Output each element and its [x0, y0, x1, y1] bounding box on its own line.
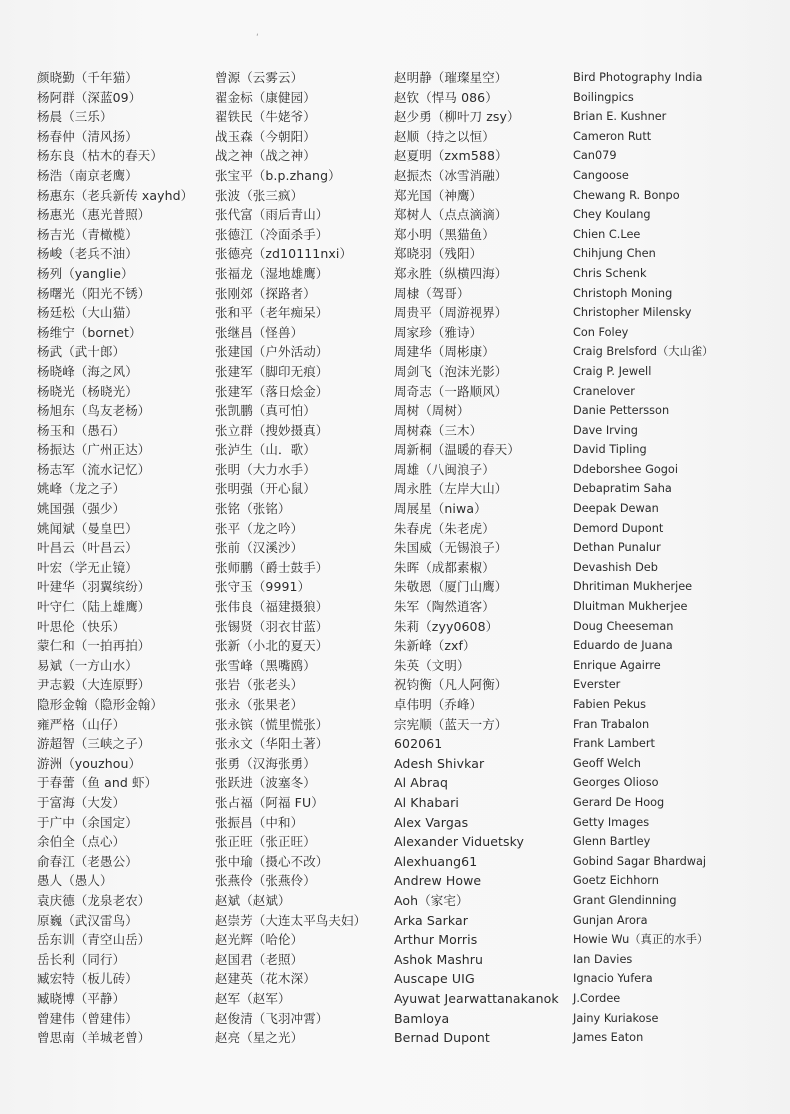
credit-entry: 战玉森（今朝阳）: [215, 128, 316, 144]
credit-entry: 周贵平（周游视界）: [394, 305, 508, 321]
credit-entry: Everster: [573, 678, 621, 692]
credit-entry: 叶守仁（陆上雄鹰）: [37, 599, 151, 615]
credit-entry: 周永胜（左岸大山）: [394, 481, 508, 497]
credit-entry: 朱军（陶然逍客）: [394, 599, 495, 615]
credit-entry: 周树（周树）: [394, 403, 470, 419]
name-column-2: [215, 68, 391, 1048]
credit-entry: 雍严格（山仔）: [37, 716, 126, 732]
name-column-3: [394, 68, 570, 1048]
credit-entry: 张立群（搜妙摄真）: [215, 422, 329, 438]
credit-entry: 朱新峰（zxf）: [394, 638, 476, 654]
credit-entry: Alexander Viduetsky: [394, 834, 525, 850]
credit-entry: 张和平（老年痴呆）: [215, 305, 329, 321]
credit-entry: Frank Lambert: [573, 737, 655, 751]
credit-entry: 赵建英（花木深）: [215, 971, 316, 987]
credit-entry: 张永镔（慌里慌张）: [215, 716, 329, 732]
credit-entry: Ashok Mashru: [394, 951, 483, 967]
credit-entry: 张波（张三疯）: [215, 187, 304, 203]
credit-entry: 赵振杰（冰雪消融）: [394, 167, 508, 183]
credit-entry: 臧宏特（板儿砖）: [37, 971, 138, 987]
credit-entry: Bamloya: [394, 1010, 450, 1026]
credit-entry: 叶宏（学无止镜）: [37, 559, 138, 575]
credit-entry: 赵光辉（哈伦）: [215, 932, 304, 948]
credit-entry: Eduardo de Juana: [573, 639, 673, 653]
credit-entry: 张建军（落日烩金）: [215, 383, 329, 399]
credit-entry: Fabien Pekus: [573, 698, 646, 711]
credit-entry: 张勇（汉海张勇）: [215, 755, 316, 771]
credit-entry: 张正旺（张正旺）: [215, 834, 316, 850]
credit-entry: Chris Schenk: [573, 266, 647, 280]
credit-entry: 杨春仲（清风扬）: [37, 128, 138, 144]
credit-entry: Dluitman Mukherjee: [573, 600, 688, 614]
credit-entry: 赵顺（持之以恒）: [394, 128, 495, 144]
credit-entry: 卓伟明（乔峰）: [394, 697, 483, 712]
credit-entry: 隐形金翰（隐形金翰）: [37, 697, 164, 712]
credit-entry: 张永文（华阳土著）: [215, 736, 329, 752]
credit-entry: 杨维宁（bornet）: [37, 324, 142, 340]
credit-entry: 张明强（开心鼠）: [215, 481, 316, 497]
credit-entry: 张中瑜（摄心不改）: [215, 853, 329, 869]
credit-entry: 周奇志（一路顺风）: [394, 383, 508, 399]
credit-entry: 张刚郊（探路者）: [215, 285, 316, 301]
credit-entry: Arka Sarkar: [394, 912, 468, 928]
credit-entry: Getty Images: [573, 815, 650, 829]
credit-entry: Brian E. Kushner: [573, 110, 667, 124]
credit-entry: 杨曙光（阳光不锈）: [37, 285, 151, 301]
credit-entry: Gerard De Hoog: [573, 795, 665, 809]
credit-entry: Andrew Howe: [394, 873, 482, 889]
credit-entry: 颜晓勤（千年猫）: [37, 70, 138, 85]
credit-entry: 张振昌（中和）: [215, 814, 304, 830]
credit-entry: 曾源（云雾云）: [215, 70, 304, 85]
credit-entry: 张宝平（b.p.zhang）: [215, 167, 341, 183]
credit-entry: 郑小明（黑猫鱼）: [394, 226, 495, 242]
credit-entry: 曾思南（羊城老曾）: [37, 1030, 151, 1046]
credit-entry: Craig P. Jewell: [573, 364, 652, 378]
credit-entry: Christoph Moning: [573, 286, 673, 300]
credit-entry: 周剑飞（泡沫光影）: [394, 363, 508, 379]
credit-entry: Bernad Dupont: [394, 1030, 490, 1046]
credit-entry: Dethan Punalur: [573, 541, 661, 555]
credit-entry: 杨廷松（大山猫）: [37, 305, 138, 321]
credit-entry: 杨惠东（老兵新传 xayhd）: [37, 187, 194, 203]
credit-entry: 郑晓羽（残阳）: [394, 246, 483, 262]
credit-entry: Geoff Welch: [573, 756, 641, 770]
credit-entry: Christopher Milensky: [573, 306, 692, 320]
credit-entry: 周树森（三木）: [394, 422, 483, 438]
credit-entry: Ian Davies: [573, 952, 633, 966]
credit-entry: 袁庆德（龙泉老农）: [37, 892, 151, 908]
credit-entry: Chien C.Lee: [573, 227, 641, 241]
credit-entry: 杨振达（广州正达）: [37, 442, 151, 458]
credit-entry: 杨晓光（杨晓光）: [37, 383, 138, 399]
credit-entry: 张雪峰（黑嘴鸥）: [215, 657, 316, 673]
credit-entry: 赵明静（璀璨星空）: [394, 70, 508, 85]
credit-entry: 张占福（阿福 FU）: [215, 794, 324, 810]
credit-entry: 张代富（雨后青山）: [215, 207, 329, 223]
credit-entry: 杨旭东（鸟友老杨）: [37, 403, 151, 419]
credit-entry: 张德江（冷面杀手）: [215, 226, 329, 242]
credit-entry: 游洲（youzhou）: [37, 755, 142, 771]
credit-entry: 朱春虎（朱老虎）: [394, 520, 495, 536]
credit-entry: Demord Dupont: [573, 521, 664, 535]
credit-entry: 赵国君（老照）: [215, 951, 304, 967]
credit-entry: Adesh Shivkar: [394, 755, 485, 771]
credit-entry: 杨晓峰（海之风）: [37, 363, 138, 379]
credit-entry: 朱敬恩（厦门山鹰）: [394, 579, 508, 595]
credit-entry: 杨列（yanglie）: [37, 265, 134, 281]
credit-entry: 赵军（赵军）: [215, 990, 291, 1006]
credit-entry: Georges Olioso: [573, 776, 659, 790]
credit-entry: 愚人（愚人）: [37, 873, 113, 889]
credit-entry: 朱晖（成都素椒）: [394, 559, 495, 575]
credit-entry: J.Cordee: [573, 991, 621, 1005]
credit-entry: 周棣（驾哥）: [394, 285, 470, 301]
page-mark: ‘: [256, 33, 259, 43]
credit-entry: Craig Brelsford（大山雀）: [573, 345, 714, 359]
credit-entry: 周雄（八闽浪子）: [394, 461, 495, 477]
credit-entry: Enrique Agairre: [573, 658, 661, 672]
credit-entry: Deepak Dewan: [573, 502, 659, 516]
credit-entry: Ignacio Yufera: [573, 972, 653, 986]
credit-entry: 蒙仁和（一拍再拍）: [37, 638, 151, 654]
credit-entry: 602061: [394, 736, 443, 752]
credit-entry: 朱英（文明）: [394, 657, 470, 673]
credit-entry: 于富海（大发）: [37, 794, 126, 810]
name-column-1: [37, 68, 197, 1048]
credit-entry: Howie Wu（真正的水手）: [573, 933, 709, 947]
credit-entry: 赵斌（赵斌）: [215, 892, 291, 908]
credit-entry: 周展星（niwa）: [394, 501, 487, 517]
credit-entry: 杨峻（老兵不油）: [37, 246, 138, 262]
credit-entry: 杨浩（南京老鹰）: [37, 167, 138, 183]
credit-entry: Danie Pettersson: [573, 404, 670, 418]
credit-entry: 张燕伶（张燕伶）: [215, 873, 316, 889]
credit-entry: Aoh（家宅）: [394, 892, 469, 908]
credit-entry: Gobind Sagar Bhardwaj: [573, 854, 707, 868]
credit-entry: 翟铁民（牛姥爷）: [215, 109, 316, 125]
credit-entry: Cangoose: [573, 168, 629, 182]
credit-entry: Arthur Morris: [394, 932, 478, 948]
credit-entry: 赵崇芳（大连太平鸟夫妇）: [215, 912, 367, 928]
credit-entry: Con Foley: [573, 325, 629, 339]
credit-entry: 张师鹏（爵士鼓手）: [215, 559, 329, 575]
credit-entry: 杨志军（流水记忆）: [37, 461, 151, 477]
credit-entry: 俞春江（老愚公）: [37, 853, 138, 869]
credit-entry: Devashish Deb: [573, 560, 658, 574]
credit-entry: 张铭（张铭）: [215, 501, 291, 517]
credit-entry: Cranelover: [573, 384, 635, 398]
credit-entry: Ayuwat Jearwattanakanok: [394, 990, 559, 1006]
credit-entry: Doug Cheeseman: [573, 619, 674, 633]
credit-entry: Glenn Bartley: [573, 835, 651, 849]
credit-entry: 叶昌云（叶昌云）: [37, 540, 138, 556]
credit-entry: 姚闻斌（曼皇巴）: [37, 520, 138, 536]
credit-entry: 翟金标（康健园）: [215, 89, 316, 105]
credit-entry: 赵少勇（柳叶刀 zsy）: [394, 109, 520, 125]
credit-entry: 杨惠光（惠光普照）: [37, 207, 151, 223]
credit-entry: 张永（张果老）: [215, 697, 304, 712]
credit-entry: Ddeborshee Gogoi: [573, 462, 678, 476]
credit-entry: 赵俊清（飞羽冲霄）: [215, 1010, 329, 1026]
credit-entry: 郑光国（神鹰）: [394, 187, 483, 203]
credit-entry: 张福龙（湿地雄鹰）: [215, 265, 329, 281]
credit-entry: David Tipling: [573, 443, 647, 457]
credit-entry: 张建军（脚印无痕）: [215, 363, 329, 379]
credit-entry: 游超智（三峡之子）: [37, 736, 151, 752]
credit-entry: 姚国强（强少）: [37, 501, 126, 517]
credit-entry: Dave Irving: [573, 423, 638, 437]
credit-entry: 张前（汉溪沙）: [215, 540, 304, 556]
credit-entry: Chey Koulang: [573, 208, 651, 222]
credit-entry: Dhritiman Mukherjee: [573, 580, 693, 594]
credit-entry: Can079: [573, 149, 617, 163]
credit-entry: 易斌（一方山水）: [37, 657, 138, 673]
credit-entry: 周建华（周彬康）: [394, 344, 495, 360]
credit-entry: 周新桐（温暖的春天）: [394, 442, 521, 458]
credit-entry: 朱莉（zyy0608）: [394, 618, 499, 634]
credit-entry: 余伯全（点心）: [37, 834, 126, 850]
credit-entry: Auscape UIG: [394, 971, 475, 987]
credit-entry: Al Khabari: [394, 794, 459, 810]
credit-entry: 张新（小北的夏天）: [215, 638, 329, 654]
credit-entry: 张泸生（山．歌）: [215, 442, 316, 458]
credit-entry: Chihjung Chen: [573, 247, 656, 261]
credit-entry: Alex Vargas: [394, 814, 469, 830]
credit-entry: Chewang R. Bonpo: [573, 188, 680, 202]
credit-entry: 原巍（武汉雷鸟）: [37, 912, 138, 928]
credit-entry: 臧晓博（平静）: [37, 990, 126, 1006]
credit-entry: 于广中（余国定）: [37, 814, 138, 830]
credit-entry: 姚峰（龙之子）: [37, 481, 126, 497]
credit-entry: 郑永胜（纵横四海）: [394, 265, 508, 281]
credit-entry: 张继昌（怪兽）: [215, 324, 304, 340]
credit-entry: 张岩（张老头）: [215, 677, 304, 693]
credit-entry: 张守玉（9991）: [215, 579, 311, 595]
credit-entry: Boilingpics: [573, 90, 634, 104]
credit-entry: 叶思伦（快乐）: [37, 618, 126, 634]
credit-entry: Cameron Rutt: [573, 129, 652, 143]
credit-entry: 张建国（户外活动）: [215, 344, 329, 360]
name-column-4: [573, 68, 783, 1048]
credit-entry: 曾建伟（曾建伟）: [37, 1010, 138, 1026]
credit-entry: Debapratim Saha: [573, 482, 672, 496]
credit-entry: Fran Trabalon: [573, 717, 650, 731]
credit-entry: 岳东训（青空山岳）: [37, 932, 151, 948]
credit-entry: 朱国威（无锡浪子）: [394, 540, 508, 556]
credit-entry: 张凯鹏（真可怕）: [215, 403, 316, 419]
credit-entry: Goetz Eichhorn: [573, 874, 659, 888]
credit-entry: 岳长利（同行）: [37, 951, 126, 967]
credit-entry: 赵亮（星之光）: [215, 1030, 304, 1046]
credit-entry: Bird Photography India: [573, 71, 703, 84]
credit-entry: 祝钧衡（凡人阿衡）: [394, 677, 508, 693]
credit-entry: 杨武（武十郎）: [37, 344, 126, 360]
credit-entry: 杨晨（三乐）: [37, 109, 113, 125]
credit-entry: 张伟良（福建摄狼）: [215, 599, 329, 615]
credit-entry: 张跃进（波塞冬）: [215, 775, 316, 791]
credit-entry: Jainy Kuriakose: [573, 1011, 659, 1025]
credit-entry: Al Abraq: [394, 775, 449, 791]
credit-entry: 杨吉光（青橄榄）: [37, 226, 138, 242]
credit-entry: 杨玉和（愚石）: [37, 422, 126, 438]
credit-entry: 叶建华（羽翼缤纷）: [37, 579, 151, 595]
credit-entry: 赵钦（悍马 086）: [394, 89, 498, 105]
credit-entry: 张锡贤（羽衣甘蓝）: [215, 618, 329, 634]
credit-entry: 张平（龙之吟）: [215, 520, 304, 536]
credit-entry: 郑树人（点点滴滴）: [394, 207, 508, 223]
credit-entry: 杨东良（枯木的春天）: [37, 148, 164, 164]
credit-entry: 战之神（战之神）: [215, 148, 316, 164]
credit-entry: 张明（大力水手）: [215, 461, 316, 477]
credit-entry: Grant Glendinning: [573, 893, 677, 907]
credit-entry: Gunjan Arora: [573, 913, 648, 927]
credit-entry: 张德亮（zd10111nxi）: [215, 246, 353, 262]
credit-entry: 周家珍（雅诗）: [394, 324, 483, 340]
credit-entry: James Eaton: [573, 1031, 644, 1045]
credit-entry: 于春蕾（鱼 and 虾）: [37, 775, 158, 791]
credit-entry: 宗宪顺（蓝天一方）: [394, 716, 508, 732]
credit-entry: 杨阿群（深蓝09）: [37, 89, 142, 105]
credit-entry: Alexhuang61: [394, 853, 478, 869]
credit-entry: 赵夏明（zxm588）: [394, 148, 508, 164]
credit-entry: 尹志毅（大连原野）: [37, 677, 151, 693]
